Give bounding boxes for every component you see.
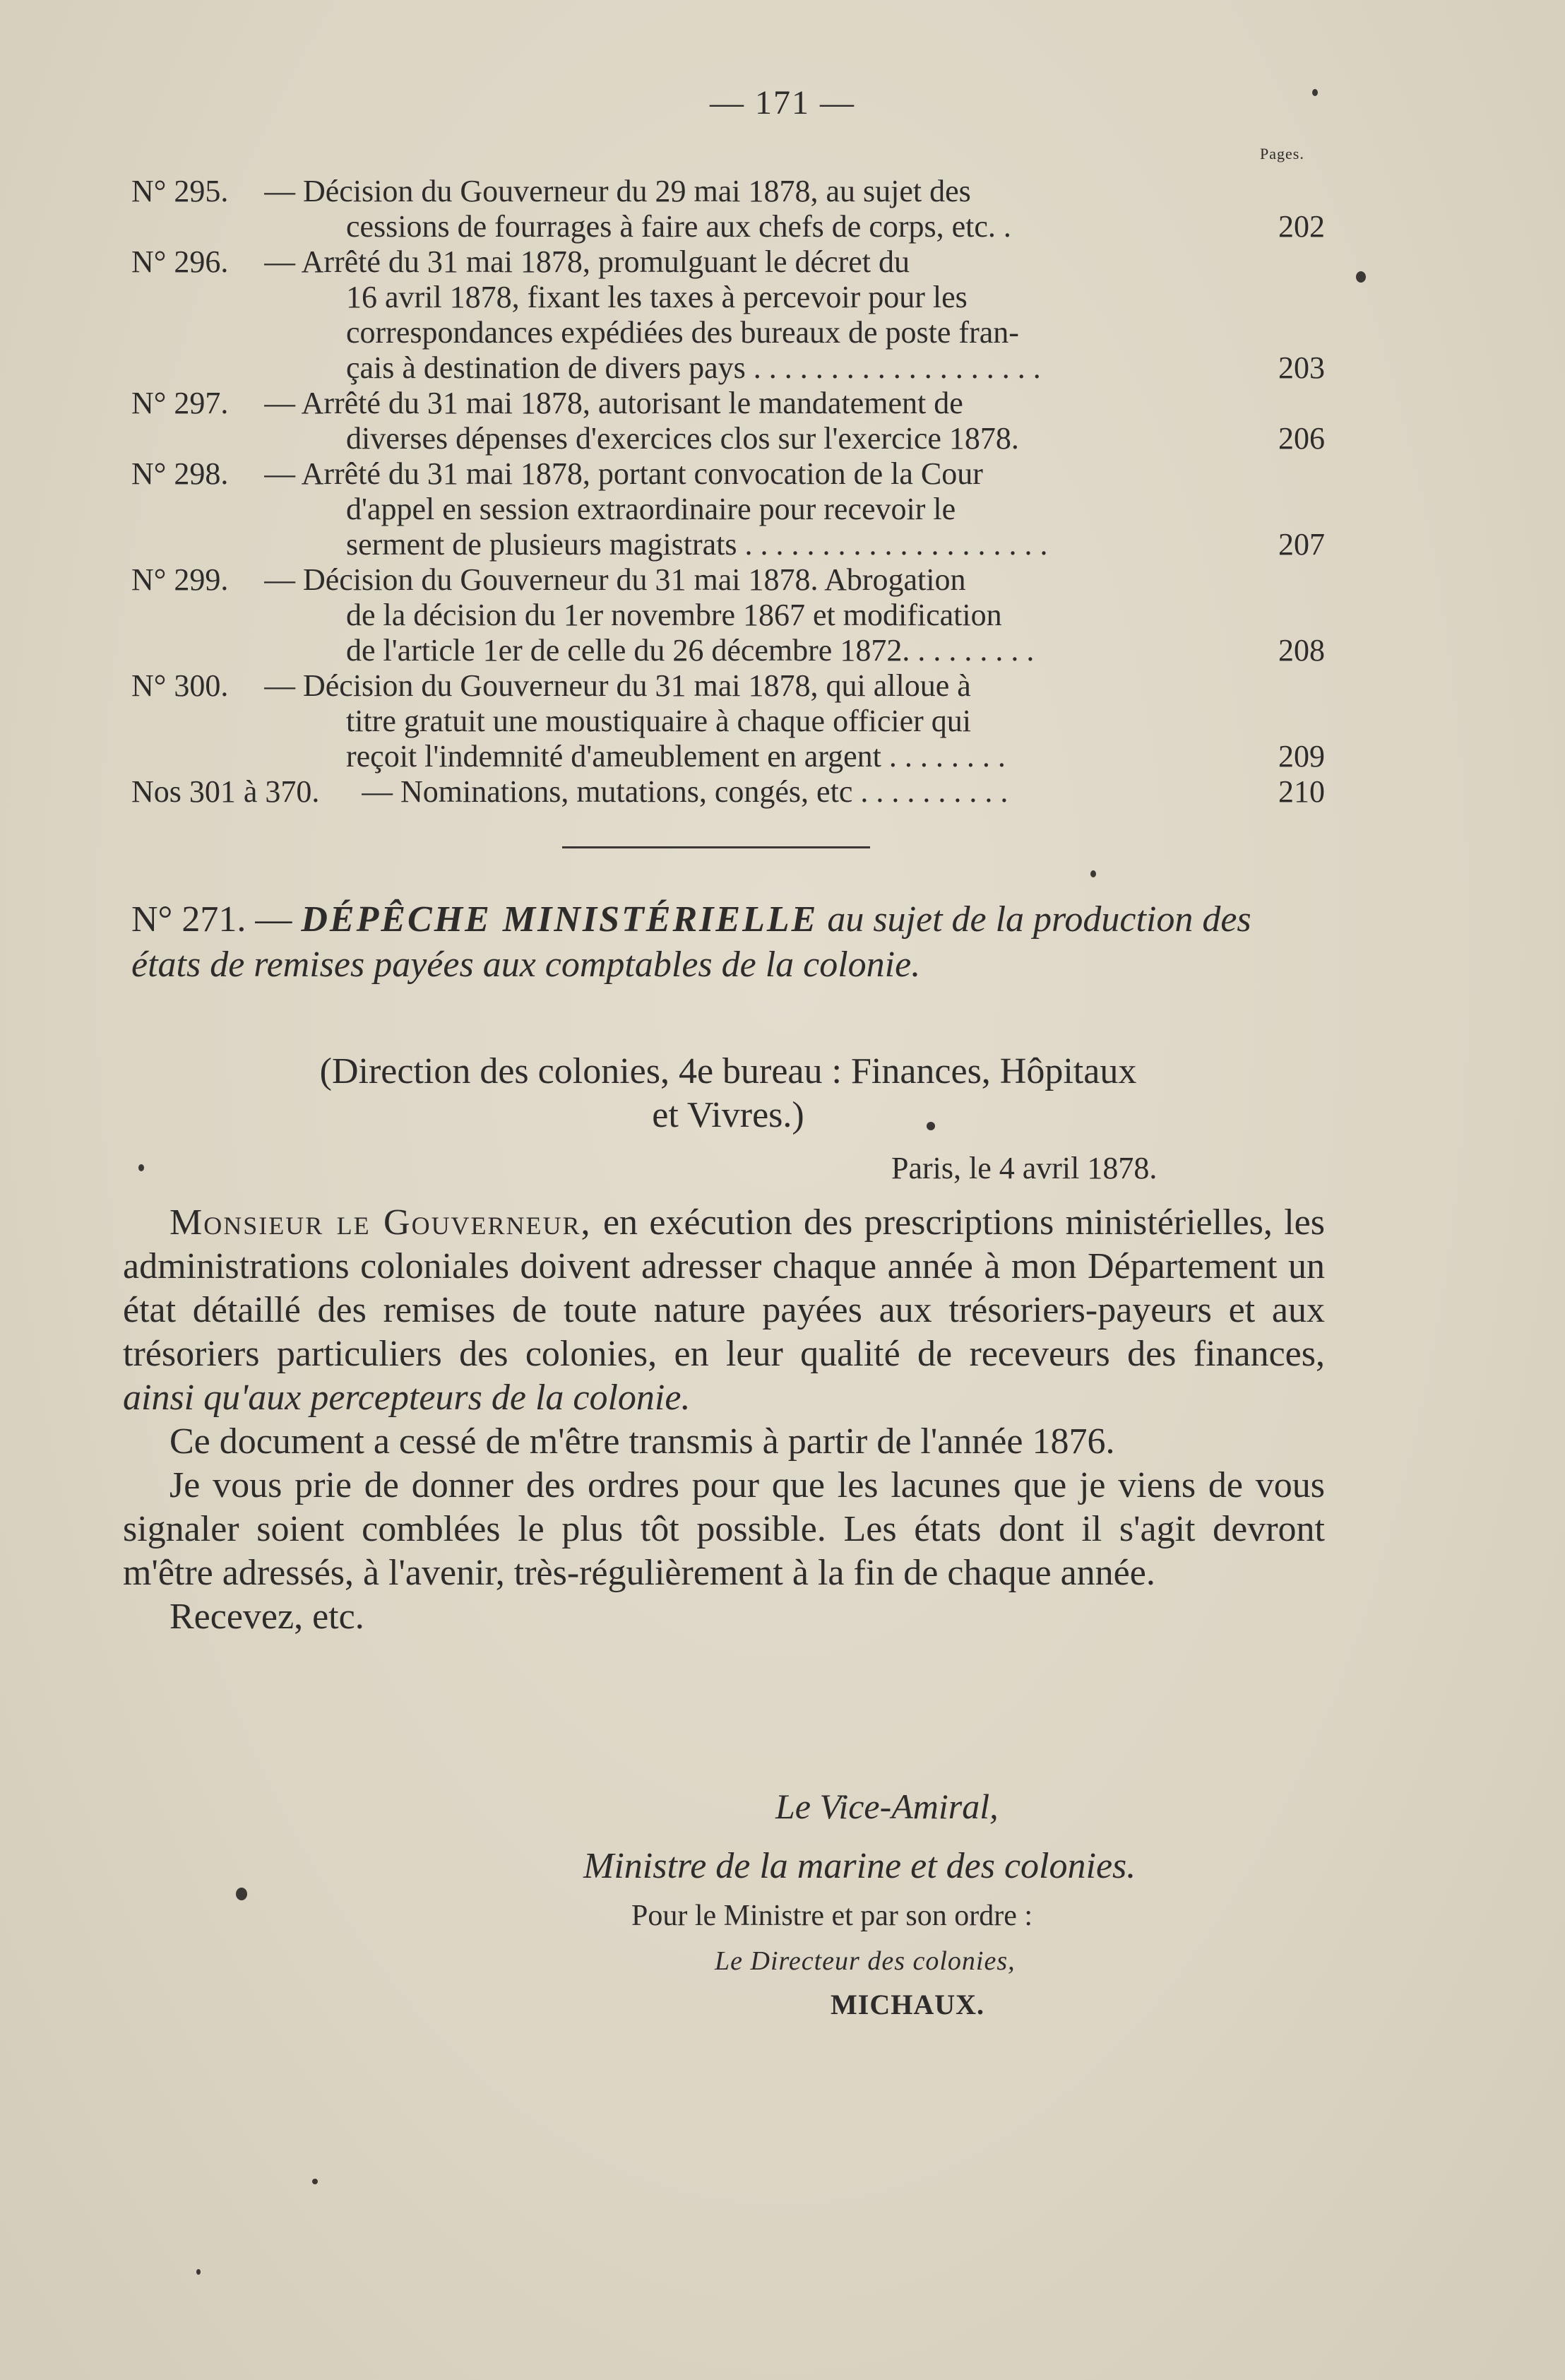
toc-entry-number: N° 298. <box>131 456 229 491</box>
paper-speck <box>138 1164 144 1171</box>
toc-entry-number: N° 297. <box>131 386 229 420</box>
toc-entry-text <box>362 774 1273 810</box>
signature-title: Le Vice-Amiral, <box>775 1787 999 1826</box>
toc-entry-line: 16 avril 1878, fixant les taxes à percevoir pour les <box>346 280 968 314</box>
toc-entry-line: çais à destination de divers pays . . . . . . . . . . . . . . . . . . . <box>346 350 1041 385</box>
toc-entry-line: — Décision du Gouverneur du 31 mai 1878, qui alloue à <box>264 668 971 703</box>
toc-entry-page: 208 <box>1278 633 1325 668</box>
toc-entry-line: de l'article 1er de celle du 26 décembre 1872. . . . . . . . . <box>346 633 1035 668</box>
direction-line-2: et Vivres.) <box>652 1095 804 1135</box>
section-divider <box>562 846 870 848</box>
toc-entry-number: Nos 301 à 370. <box>131 774 320 809</box>
toc-entry-line: titre gratuit une moustiquaire à chaque officier qui <box>346 704 971 738</box>
signature-delegation: Pour le Ministre et par son ordre : <box>631 1900 1033 1932</box>
heading-number: N° 271. — <box>131 899 292 940</box>
toc-entry-line: de la décision du 1er novembre 1867 et modification <box>346 598 1002 632</box>
page-number: — 171 — <box>710 84 855 122</box>
toc-entry-line: d'appel en session extraordinaire pour recevoir le <box>346 492 956 526</box>
document-heading <box>131 897 1325 988</box>
paper-speck <box>236 1888 247 1900</box>
signature-name: MICHAUX. <box>831 1989 984 2020</box>
paper-speck <box>196 2269 201 2275</box>
toc-entry-number: N° 299. <box>131 562 229 597</box>
toc-entry-line: — Décision du Gouverneur du 31 mai 1878. Abrogation <box>264 562 966 597</box>
toc-entry-number: N° 300. <box>131 668 229 703</box>
pages-column-label: Pages. <box>1260 145 1304 162</box>
toc-entry-page: 210 <box>1278 774 1325 809</box>
heading-subtitle: au sujet de la production des états de remises payées aux comptables de la colonie. <box>131 899 1251 985</box>
letter-body <box>123 1201 1325 1639</box>
paper-speck <box>1312 89 1318 96</box>
paragraph-1-text: en exécution des prescriptions ministérielles, les administrations coloniales doivent adresser chaque année à mon Département un état détaillé des remises de toute nature payées aux trésoriers-payeurs et aux trésoriers particuliers des colonies, en leur qualité de receveurs des finances, <box>123 1202 1325 1374</box>
heading-title: DÉPÊCHE MINISTÉRIELLE <box>301 899 819 940</box>
toc-entry-line: cessions de fourrages à faire aux chefs de corps, etc. . <box>346 209 1011 244</box>
toc-entry-page: 203 <box>1278 350 1325 385</box>
toc-entry <box>0 244 1565 386</box>
toc-entry-page: 209 <box>1278 739 1325 774</box>
toc-entry <box>0 174 1565 244</box>
toc-entry-text <box>264 244 1257 386</box>
toc-entry-line: — Nominations, mutations, congés, etc . . . . . . . . . . <box>362 774 1008 809</box>
toc-entry <box>0 386 1565 456</box>
toc-entry-number: N° 295. <box>131 174 229 208</box>
dateline: Paris, le 4 avril 1878. <box>891 1151 1158 1185</box>
toc-entry-line: correspondances expédiées des bureaux de poste fran- <box>346 315 1019 350</box>
salutation: Monsieur le Gouverneur, <box>169 1202 592 1243</box>
toc-entry-text <box>264 668 1257 774</box>
toc-entry-line: — Décision du Gouverneur du 29 mai 1878, au sujet des <box>264 174 971 208</box>
toc-entry <box>0 774 1565 810</box>
table-of-contents <box>0 174 1565 810</box>
paragraph-1-italic: ainsi qu'aux percepteurs de la colonie. <box>123 1378 691 1418</box>
toc-entry-line: diverses dépenses d'exercices clos sur l'exercice 1878. <box>346 421 1019 456</box>
toc-entry <box>0 668 1565 774</box>
toc-entry-text <box>264 174 1257 244</box>
toc-entry-text <box>264 562 1257 668</box>
toc-entry-line: — Arrêté du 31 mai 1878, promulguant le décret du <box>264 244 910 279</box>
paper-speck <box>312 2179 318 2184</box>
toc-entry <box>0 562 1565 668</box>
paragraph-4: Recevez, etc. <box>169 1597 364 1637</box>
signature-office: Ministre de la marine et des colonies. <box>583 1846 1136 1886</box>
direction-line <box>131 1050 1325 1137</box>
signature-director: Le Directeur des colonies, <box>715 1946 1016 1976</box>
toc-entry-page: 206 <box>1278 421 1325 456</box>
paragraph-1 <box>123 1201 1325 1420</box>
paper-speck <box>1090 870 1096 877</box>
paper-speck <box>1356 271 1366 283</box>
toc-entry-text <box>264 456 1257 562</box>
paper-speck <box>927 1122 935 1130</box>
direction-line-1: (Direction des colonies, 4e bureau : Finances, Hôpitaux <box>319 1051 1137 1091</box>
toc-entry-line: — Arrêté du 31 mai 1878, autorisant le mandatement de <box>264 386 963 420</box>
paragraph-3: Je vous prie de donner des ordres pour que les lacunes que je viens de vous signaler soient comblées le plus tôt possible. Les états dont il s'agit devront m'être adressés, à l'avenir, très-régulièrement à la fin de chaque année. <box>123 1465 1325 1593</box>
toc-entry-line: serment de plusieurs magistrats . . . . . . . . . . . . . . . . . . . . <box>346 527 1048 562</box>
toc-entry-line: — Arrêté du 31 mai 1878, portant convocation de la Cour <box>264 456 983 491</box>
toc-entry-text <box>264 386 1257 456</box>
toc-entry-number: N° 296. <box>131 244 229 279</box>
toc-entry-line: reçoit l'indemnité d'ameublement en argent . . . . . . . . <box>346 739 1006 774</box>
toc-entry <box>0 456 1565 562</box>
paragraph-2: Ce document a cessé de m'être transmis à partir de l'année 1876. <box>169 1421 1115 1462</box>
toc-entry-page: 207 <box>1278 527 1325 562</box>
toc-entry-page: 202 <box>1278 209 1325 244</box>
